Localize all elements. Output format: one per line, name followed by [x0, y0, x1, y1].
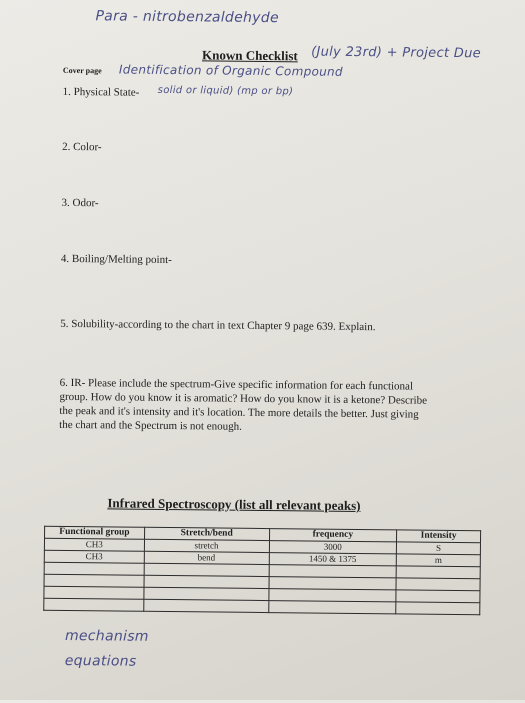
table-cell [268, 601, 396, 614]
handwritten-cover-note: Identification of Organic Compound [118, 62, 343, 79]
table-cell: stretch [144, 539, 269, 552]
table-cell: 1450 & 1375 [269, 553, 397, 566]
table-cell [44, 574, 144, 587]
header-intensity: Intensity [397, 530, 481, 543]
item-color: 2. Color- [62, 140, 102, 154]
item-boiling-melting-point: 4. Boiling/Melting point- [60, 252, 172, 267]
item-physical-state: 1. Physical State- [62, 85, 140, 99]
table-cell [44, 598, 144, 611]
table-cell [396, 602, 480, 615]
item-odor: 3. Odor- [61, 196, 99, 210]
ir-section-title: Infrared Spectroscopy (list all relevant peaks) [107, 495, 361, 514]
item-ir: 6. IR- Please include the spectrum-Give specific information for each functional group. How do you know it is aromatic? How do you know it is a ketone? Describe the peak and it's intensity and it's location. The more details the better. Just giving the chart and the Spectrum is not enough. [59, 376, 428, 433]
table-cell [396, 590, 480, 603]
handwritten-mechanism: mechanism [64, 627, 149, 645]
checklist-title: Known Checklist [202, 47, 298, 64]
table-cell: 3000 [269, 541, 397, 554]
ir-table [43, 526, 481, 616]
table-cell [44, 562, 144, 575]
handwritten-due-note: (July 23rd) + Project Due [311, 44, 482, 62]
handwritten-equations: equations [64, 652, 137, 670]
table-cell: CH3 [44, 550, 144, 563]
table-cell: bend [144, 551, 269, 564]
cover-page-label: Cover page [62, 65, 102, 76]
table-cell: S [397, 542, 481, 555]
header-stretch-bend: Stretch/bend [144, 527, 269, 540]
header-frequency: frequency [269, 529, 397, 542]
table-cell: CH3 [44, 538, 144, 551]
handwritten-compound-name: Para - nitrobenzaldehyde [95, 8, 279, 27]
header-functional-group: Functional group [45, 526, 145, 539]
item-solubility: 5. Solubility-according to the chart in text Chapter 9 page 639. Explain. [60, 317, 376, 334]
table-cell [144, 599, 269, 612]
handwritten-state-note: solid or liquid) (mp or bp) [157, 84, 294, 98]
table-cell [44, 586, 144, 599]
table-cell: m [396, 554, 480, 567]
table-cell [396, 578, 480, 591]
table-cell [396, 566, 480, 579]
